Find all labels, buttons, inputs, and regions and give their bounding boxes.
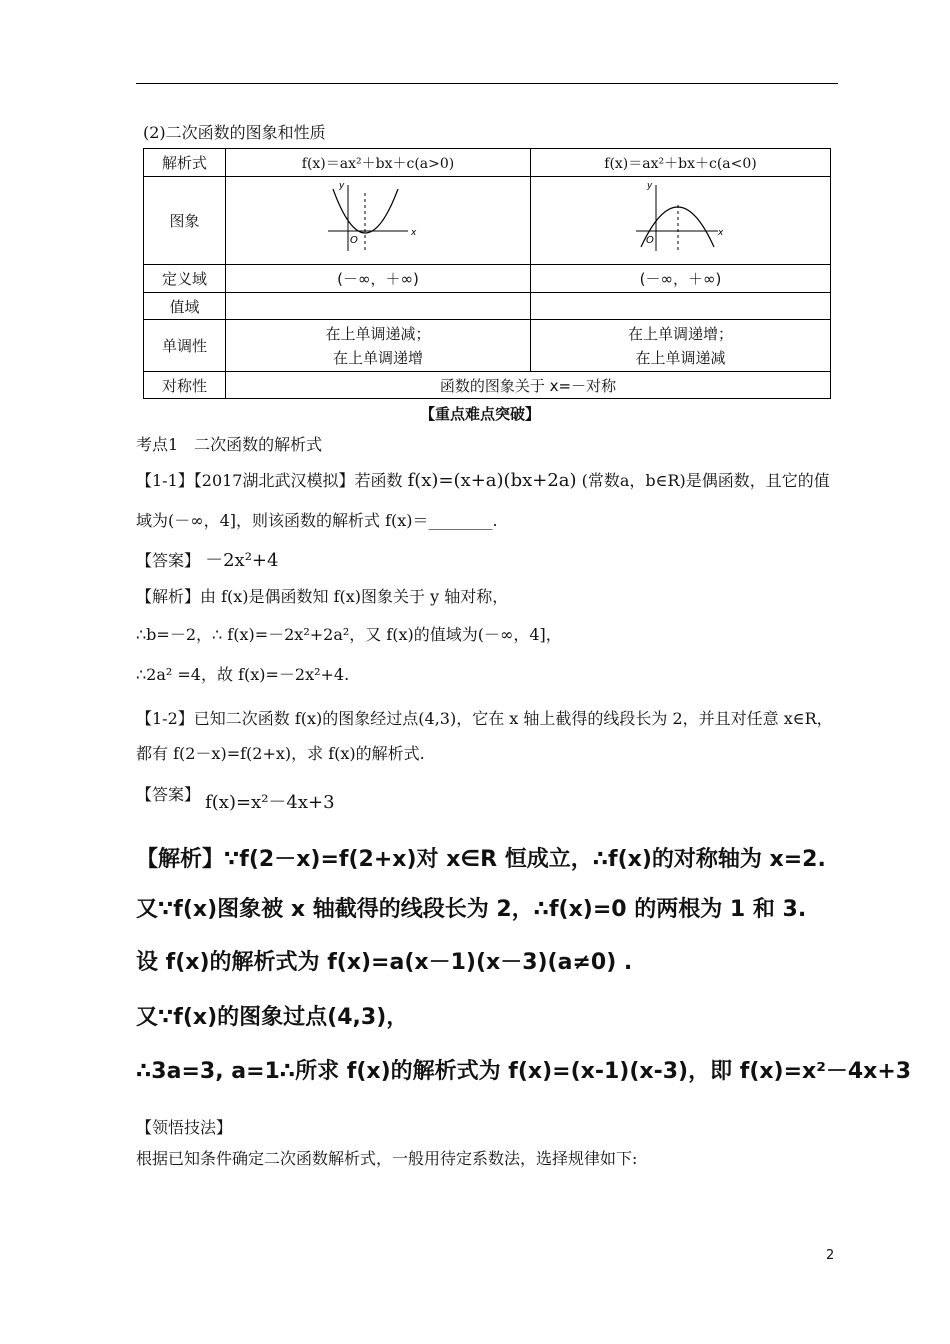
q1-line1 [136, 470, 830, 492]
parabola-down-graph [626, 179, 736, 259]
answer-value: f(x)=x²－4x+3 [205, 792, 335, 813]
domain-neg: (－∞，＋∞) [531, 265, 831, 293]
section-heading: 【重点难点突破】 [420, 405, 541, 423]
mono-neg [531, 320, 831, 372]
graph-neg-cell [531, 177, 831, 265]
row-label-formula: 解析式 [144, 149, 226, 177]
table-row [144, 149, 831, 177]
properties-table [143, 148, 831, 399]
table-row [144, 372, 831, 399]
section-title: (2)二次函数的图象和性质 [143, 123, 326, 142]
table-row [144, 265, 831, 293]
q2-answer [136, 784, 335, 813]
origin-label: O [645, 234, 654, 246]
row-label-domain: 定义域 [144, 265, 226, 293]
table-row [144, 293, 831, 320]
mono-pos [226, 320, 531, 372]
range-neg [531, 293, 831, 320]
graph-pos-cell [226, 177, 531, 265]
page-number: 2 [826, 1248, 835, 1263]
q2-solution-line2: 又∵f(x)图象被 x 轴截得的线段长为 2，∴f(x)=0 的两根为 1 和 3. [136, 897, 807, 922]
mono-neg-line2: 在上单调递减 [635, 348, 726, 367]
parabola-up-graph [323, 179, 433, 259]
q1-solution-line2: ∴b=－2，∴ f(x)=－2x²+2a²，又 f(x)的值域为(－∞，4]， [136, 625, 562, 644]
formula-pos: f(x)＝ax²＋bx＋c(a>0) [226, 149, 531, 177]
row-label-range: 值域 [144, 293, 226, 320]
x-label: x [717, 227, 723, 238]
x-label: x [411, 227, 417, 238]
q2-solution-line3: 设 f(x)的解析式为 f(x)=a(x－1)(x－3)(a≠0) . [136, 950, 633, 975]
table-row [144, 320, 831, 372]
y-label: y [339, 180, 345, 191]
q2-line2: 都有 f(2－x)=f(2+x)，求 f(x)的解析式. [136, 744, 425, 763]
q2-solution-line1: 【解析】∵f(2－x)=f(2+x)对 x∈R 恒成立，∴f(x)的对称轴为 x=2. [136, 847, 826, 872]
row-label-monotonicity: 单调性 [144, 320, 226, 372]
y-label: y [646, 180, 652, 191]
tips-label: 【领悟技法】 [136, 1118, 233, 1137]
q1-solution-line3: ∴2a² =4，故 f(x)=－2x²+4. [136, 665, 350, 684]
symmetry-text: 函数的图象关于 x=－对称 [226, 372, 831, 399]
mono-neg-line1: 在上单调递增； [627, 324, 733, 343]
q2-solution-line5: ∴3a=3, a=1∴所求 f(x)的解析式为 f(x)=(x-1)(x-3)，即 f(x)=x²－4x+3 [136, 1059, 912, 1084]
formula-neg: f(x)＝ax²＋bx＋c(a<0) [531, 149, 831, 177]
row-label-graph: 图象 [144, 177, 226, 265]
row-label-symmetry: 对称性 [144, 372, 226, 399]
q2-solution-line4: 又∵f(x)的图象过点(4,3)， [136, 1005, 409, 1030]
answer-value: －2x²+4 [205, 550, 279, 571]
range-pos [226, 293, 531, 320]
origin-label: O [350, 234, 358, 246]
tips-text: 根据已知条件确定二次函数解析式，一般用待定系数法，选择规律如下: [136, 1149, 638, 1168]
table-row [144, 177, 831, 265]
q1-tag: 【1-1】【2017湖北武汉模拟】若函数 [136, 471, 403, 490]
q1-solution-line1: 【解析】由 f(x)是偶函数知 f(x)图象关于 y 轴对称， [136, 587, 509, 606]
topic-title: 考点1 二次函数的解析式 [136, 435, 323, 454]
q1-answer [136, 550, 278, 572]
header-rule [136, 83, 838, 84]
mono-pos-line1: 在上单调递减； [325, 324, 431, 343]
answer-label: 【答案】 [136, 551, 201, 570]
q2-line1: 【1-2】已知二次函数 f(x)的图象经过点(4,3)，它在 x 轴上截得的线段长为 2，并且对任意 x∈R， [136, 709, 833, 728]
mono-pos-line2: 在上单调递增 [332, 348, 423, 367]
q1-line2: 域为(－∞，4]，则该函数的解析式 f(x)＝________. [136, 511, 498, 530]
domain-pos: (－∞，＋∞) [226, 265, 531, 293]
q1-condition: (常数a，b∈R)是偶函数，且它的值 [581, 471, 830, 490]
q1-function: f(x)=(x+a)(bx+2a) [407, 470, 577, 491]
answer-label: 【答案】 [136, 785, 201, 804]
